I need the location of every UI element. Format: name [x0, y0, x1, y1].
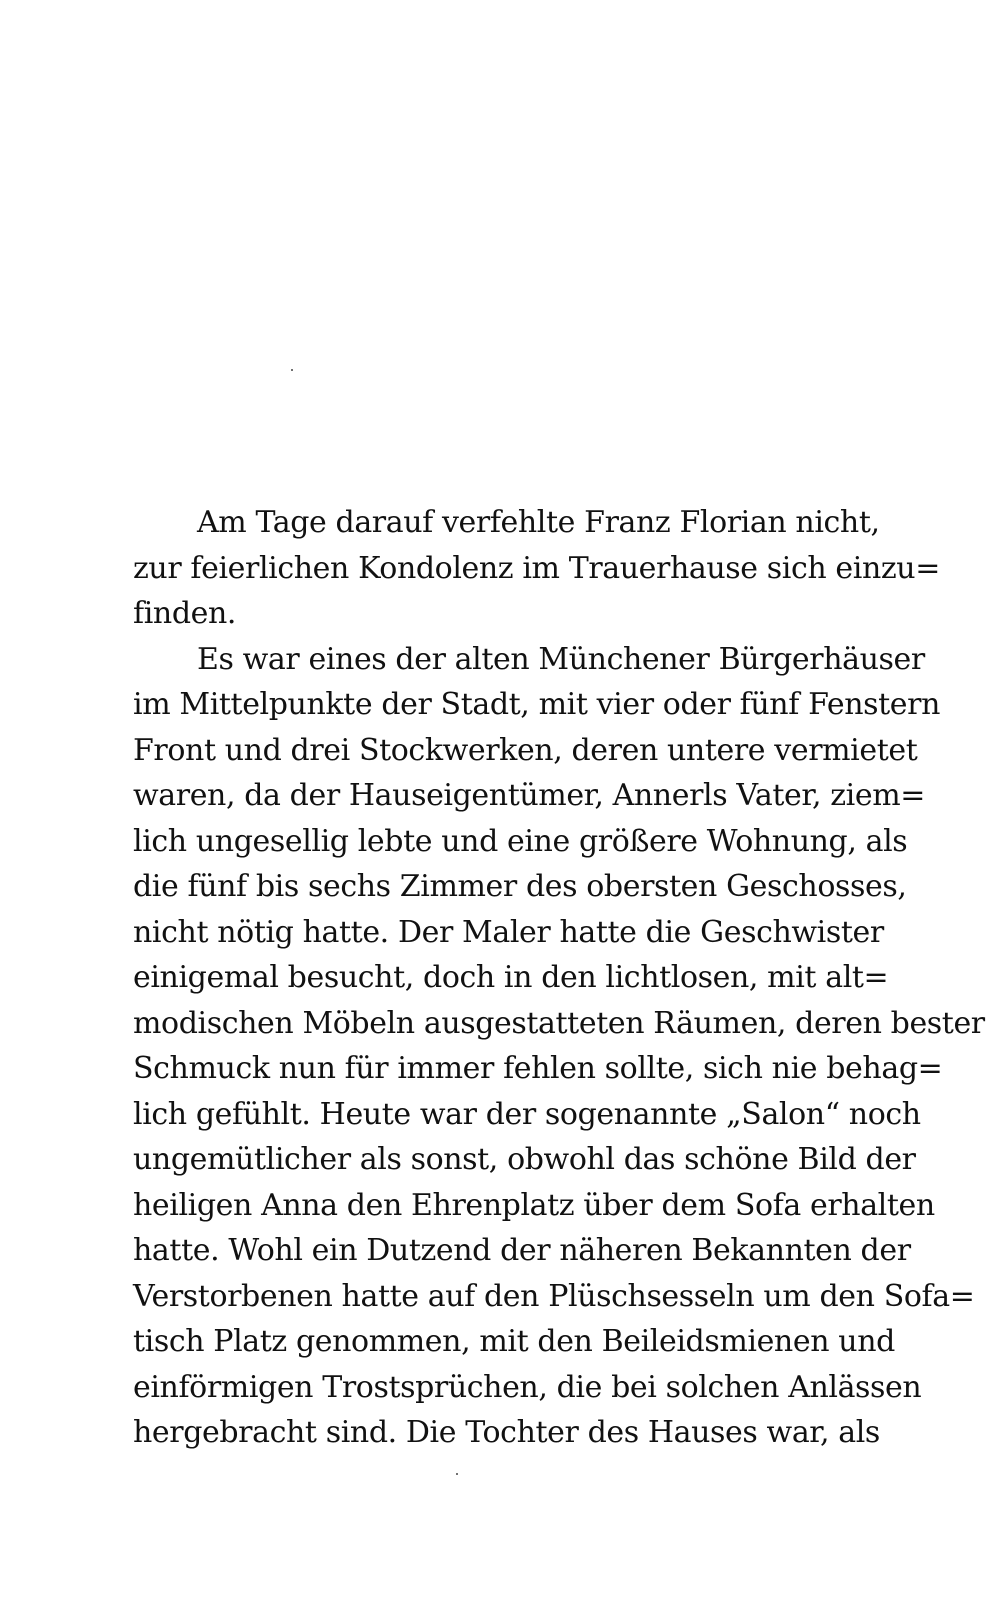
text-line: im Mittelpunkte der Stadt, mit vier oder fünf Fenstern [133, 687, 940, 722]
text-line: Es war eines der alten Münchener Bürgerhäuser [197, 641, 925, 677]
text-line: lich gefühlt. Heute war der sogenannte „Salon“ noch [133, 1096, 921, 1132]
text-line: einförmigen Trostsprüchen, die bei solchen Anlässen [133, 1369, 922, 1405]
text-line: Schmuck nun für immer fehlen sollte, sich nie behag= [133, 1051, 943, 1086]
text-line: hergebracht sind. Die Tochter des Hauses war, als [133, 1415, 880, 1450]
body-text [133, 500, 985, 1456]
text-line: die fünf bis sechs Zimmer des obersten Geschosses, [133, 869, 907, 904]
text-line: Verstorbenen hatte auf den Plüschsesseln um den Sofa= [133, 1278, 975, 1314]
page-speck [456, 1473, 458, 1475]
text-line: Front und drei Stockwerken, deren untere vermietet [133, 732, 918, 768]
text-line: Am Tage darauf verfehlte Franz Florian nicht, [197, 505, 880, 540]
page-speck [291, 369, 293, 371]
text-line: lich ungesellig lebte und eine größere Wohnung, als [133, 823, 908, 859]
text-line: finden. [133, 596, 237, 631]
text-line: waren, da der Hauseigentümer, Annerls Vater, ziem= [133, 778, 925, 813]
text-line: zur feierlichen Kondolenz im Trauerhause sich einzu= [133, 550, 940, 586]
text-line: modischen Möbeln ausgestatteten Räumen, deren bester [133, 1005, 985, 1041]
text-line: einigemal besucht, doch in den lichtlosen, mit alt= [133, 960, 889, 995]
text-line: heiligen Anna den Ehrenplatz über dem Sofa erhalten [133, 1187, 935, 1223]
text-line: tisch Platz genommen, mit den Beileidsmienen und [133, 1324, 895, 1359]
text-line: hatte. Wohl ein Dutzend der näheren Bekannten der [133, 1233, 911, 1268]
text-line: nicht nötig hatte. Der Maler hatte die Geschwister [133, 914, 884, 950]
text-line: ungemütlicher als sonst, obwohl das schöne Bild der [133, 1142, 916, 1177]
